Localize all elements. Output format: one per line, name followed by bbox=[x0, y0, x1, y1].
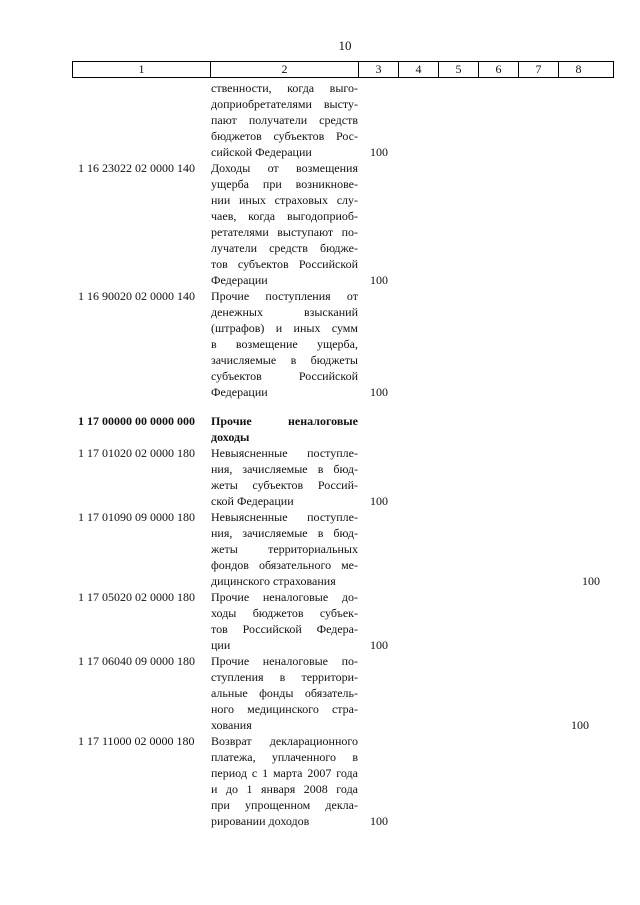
row-name-line: денежных взысканий bbox=[211, 305, 358, 319]
table-row bbox=[0, 80, 640, 160]
row-name-line: при упрощенном декла- bbox=[211, 798, 358, 812]
row-name-line: ния, зачисляемые в бюд- bbox=[211, 526, 358, 540]
row-name-line: пают получатели средств bbox=[211, 113, 358, 127]
row-name-line: ской Федерации bbox=[211, 494, 294, 508]
row-code: 1 17 11000 02 0000 180 bbox=[78, 734, 195, 748]
row-name-line: Прочие поступления от bbox=[211, 289, 358, 303]
row-name-line: сийской Федерации bbox=[211, 145, 312, 159]
row-col8-value: 100 bbox=[571, 718, 589, 732]
row-name-line: Прочие неналоговые по- bbox=[211, 654, 358, 668]
row-name-line: зачисляемые в бюджеты bbox=[211, 353, 358, 367]
row-col3-value: 100 bbox=[370, 814, 388, 828]
row-name-line: ния, зачисляемые в бюд- bbox=[211, 462, 358, 476]
row-name-line: доходы bbox=[211, 430, 250, 444]
table-body bbox=[0, 80, 640, 829]
row-name-line: Невыясненные поступле- bbox=[211, 510, 358, 524]
row-name-line: субъектов Российской bbox=[211, 369, 358, 383]
row-name-line: Доходы от возмещения bbox=[211, 161, 358, 175]
table-row bbox=[0, 509, 640, 589]
row-name-line: платежа, уплаченного в bbox=[211, 750, 358, 764]
row-col3-value: 100 bbox=[370, 494, 388, 508]
row-name-line: бюджетов субъектов Рос- bbox=[211, 129, 358, 143]
row-name bbox=[211, 653, 358, 733]
table-header bbox=[72, 61, 614, 78]
table-row bbox=[0, 653, 640, 733]
row-name bbox=[211, 445, 358, 509]
row-name bbox=[211, 160, 358, 288]
row-name-line: дицинского страхования bbox=[211, 574, 336, 588]
row-name-line: ретателями выступают по- bbox=[211, 225, 358, 239]
row-name-line: Невыясненные поступле- bbox=[211, 446, 358, 460]
row-name-line: фондов обязательного ме- bbox=[211, 558, 358, 572]
row-name-line: Возврат декларационного bbox=[211, 734, 358, 748]
row-name bbox=[211, 413, 358, 445]
row-name-line: доприобретателями высту- bbox=[211, 97, 358, 111]
row-name bbox=[211, 80, 358, 160]
row-name-line: Прочие неналоговые bbox=[211, 414, 358, 428]
row-col3-value: 100 bbox=[370, 385, 388, 399]
row-name bbox=[211, 589, 358, 653]
row-code: 1 17 01090 09 0000 180 bbox=[78, 510, 195, 524]
table-row bbox=[0, 733, 640, 829]
header-col-7: 7 bbox=[519, 62, 559, 77]
header-col-6: 6 bbox=[479, 62, 519, 77]
row-name-line: ственности, когда выго- bbox=[211, 81, 358, 95]
row-code: 1 17 06040 09 0000 180 bbox=[78, 654, 195, 668]
row-name-line: и до 1 января 2008 года bbox=[211, 782, 358, 796]
row-name-line: тов Российской Федера- bbox=[211, 622, 358, 636]
row-name-line: жеты территориальных bbox=[211, 542, 358, 556]
row-name-line: альные фонды обязатель- bbox=[211, 686, 358, 700]
header-col-3: 3 bbox=[359, 62, 399, 77]
header-col-1: 1 bbox=[73, 62, 211, 77]
header-col-4: 4 bbox=[399, 62, 439, 77]
row-name-line: Прочие неналоговые до- bbox=[211, 590, 358, 604]
row-name-line: жеты субъектов Россий- bbox=[211, 478, 358, 492]
row-code: 1 17 01020 02 0000 180 bbox=[78, 446, 195, 460]
row-name-line: в возмещение ущерба, bbox=[211, 337, 358, 351]
row-col3-value: 100 bbox=[370, 273, 388, 287]
row-code: 1 16 90020 02 0000 140 bbox=[78, 289, 195, 303]
row-name-line: хования bbox=[211, 718, 252, 732]
row-name-line: ходы бюджетов субъек- bbox=[211, 606, 358, 620]
row-name-line: тов субъектов Российской bbox=[211, 257, 358, 271]
header-col-8: 8 bbox=[575, 62, 582, 76]
table-row bbox=[0, 160, 640, 288]
table-row bbox=[0, 445, 640, 509]
row-name-line: рировании доходов bbox=[211, 814, 310, 828]
row-name-line: ступления в территори- bbox=[211, 670, 358, 684]
section-spacer bbox=[0, 400, 640, 413]
row-name-line: чаев, когда выгодоприоб- bbox=[211, 209, 358, 223]
row-col8-value: 100 bbox=[582, 574, 600, 588]
row-name-line: нии иных страховых слу- bbox=[211, 193, 358, 207]
row-name-line: Федерации bbox=[211, 273, 268, 287]
row-code: 1 17 00000 00 0000 000 bbox=[78, 414, 195, 428]
row-name-line: период с 1 марта 2007 года bbox=[211, 766, 358, 780]
row-name bbox=[211, 733, 358, 829]
table-row bbox=[0, 413, 640, 445]
header-col-5: 5 bbox=[439, 62, 479, 77]
table-row bbox=[0, 288, 640, 400]
row-col3-value: 100 bbox=[370, 638, 388, 652]
row-code: 1 16 23022 02 0000 140 bbox=[78, 161, 195, 175]
row-name-line: Федерации bbox=[211, 385, 268, 399]
header-col-2: 2 bbox=[211, 62, 359, 77]
row-name-line: лучатели средств бюдже- bbox=[211, 241, 358, 255]
row-name-line: ции bbox=[211, 638, 231, 652]
page-number: 10 bbox=[338, 38, 352, 53]
row-name-line: ного медицинского стра- bbox=[211, 702, 358, 716]
row-name bbox=[211, 509, 358, 589]
row-code: 1 17 05020 02 0000 180 bbox=[78, 590, 195, 604]
row-col3-value: 100 bbox=[370, 145, 388, 159]
row-name-line: ущерба при возникнове- bbox=[211, 177, 358, 191]
row-name-line: (штрафов) и иных сумм bbox=[211, 321, 358, 335]
table-row bbox=[0, 589, 640, 653]
row-name bbox=[211, 288, 358, 400]
